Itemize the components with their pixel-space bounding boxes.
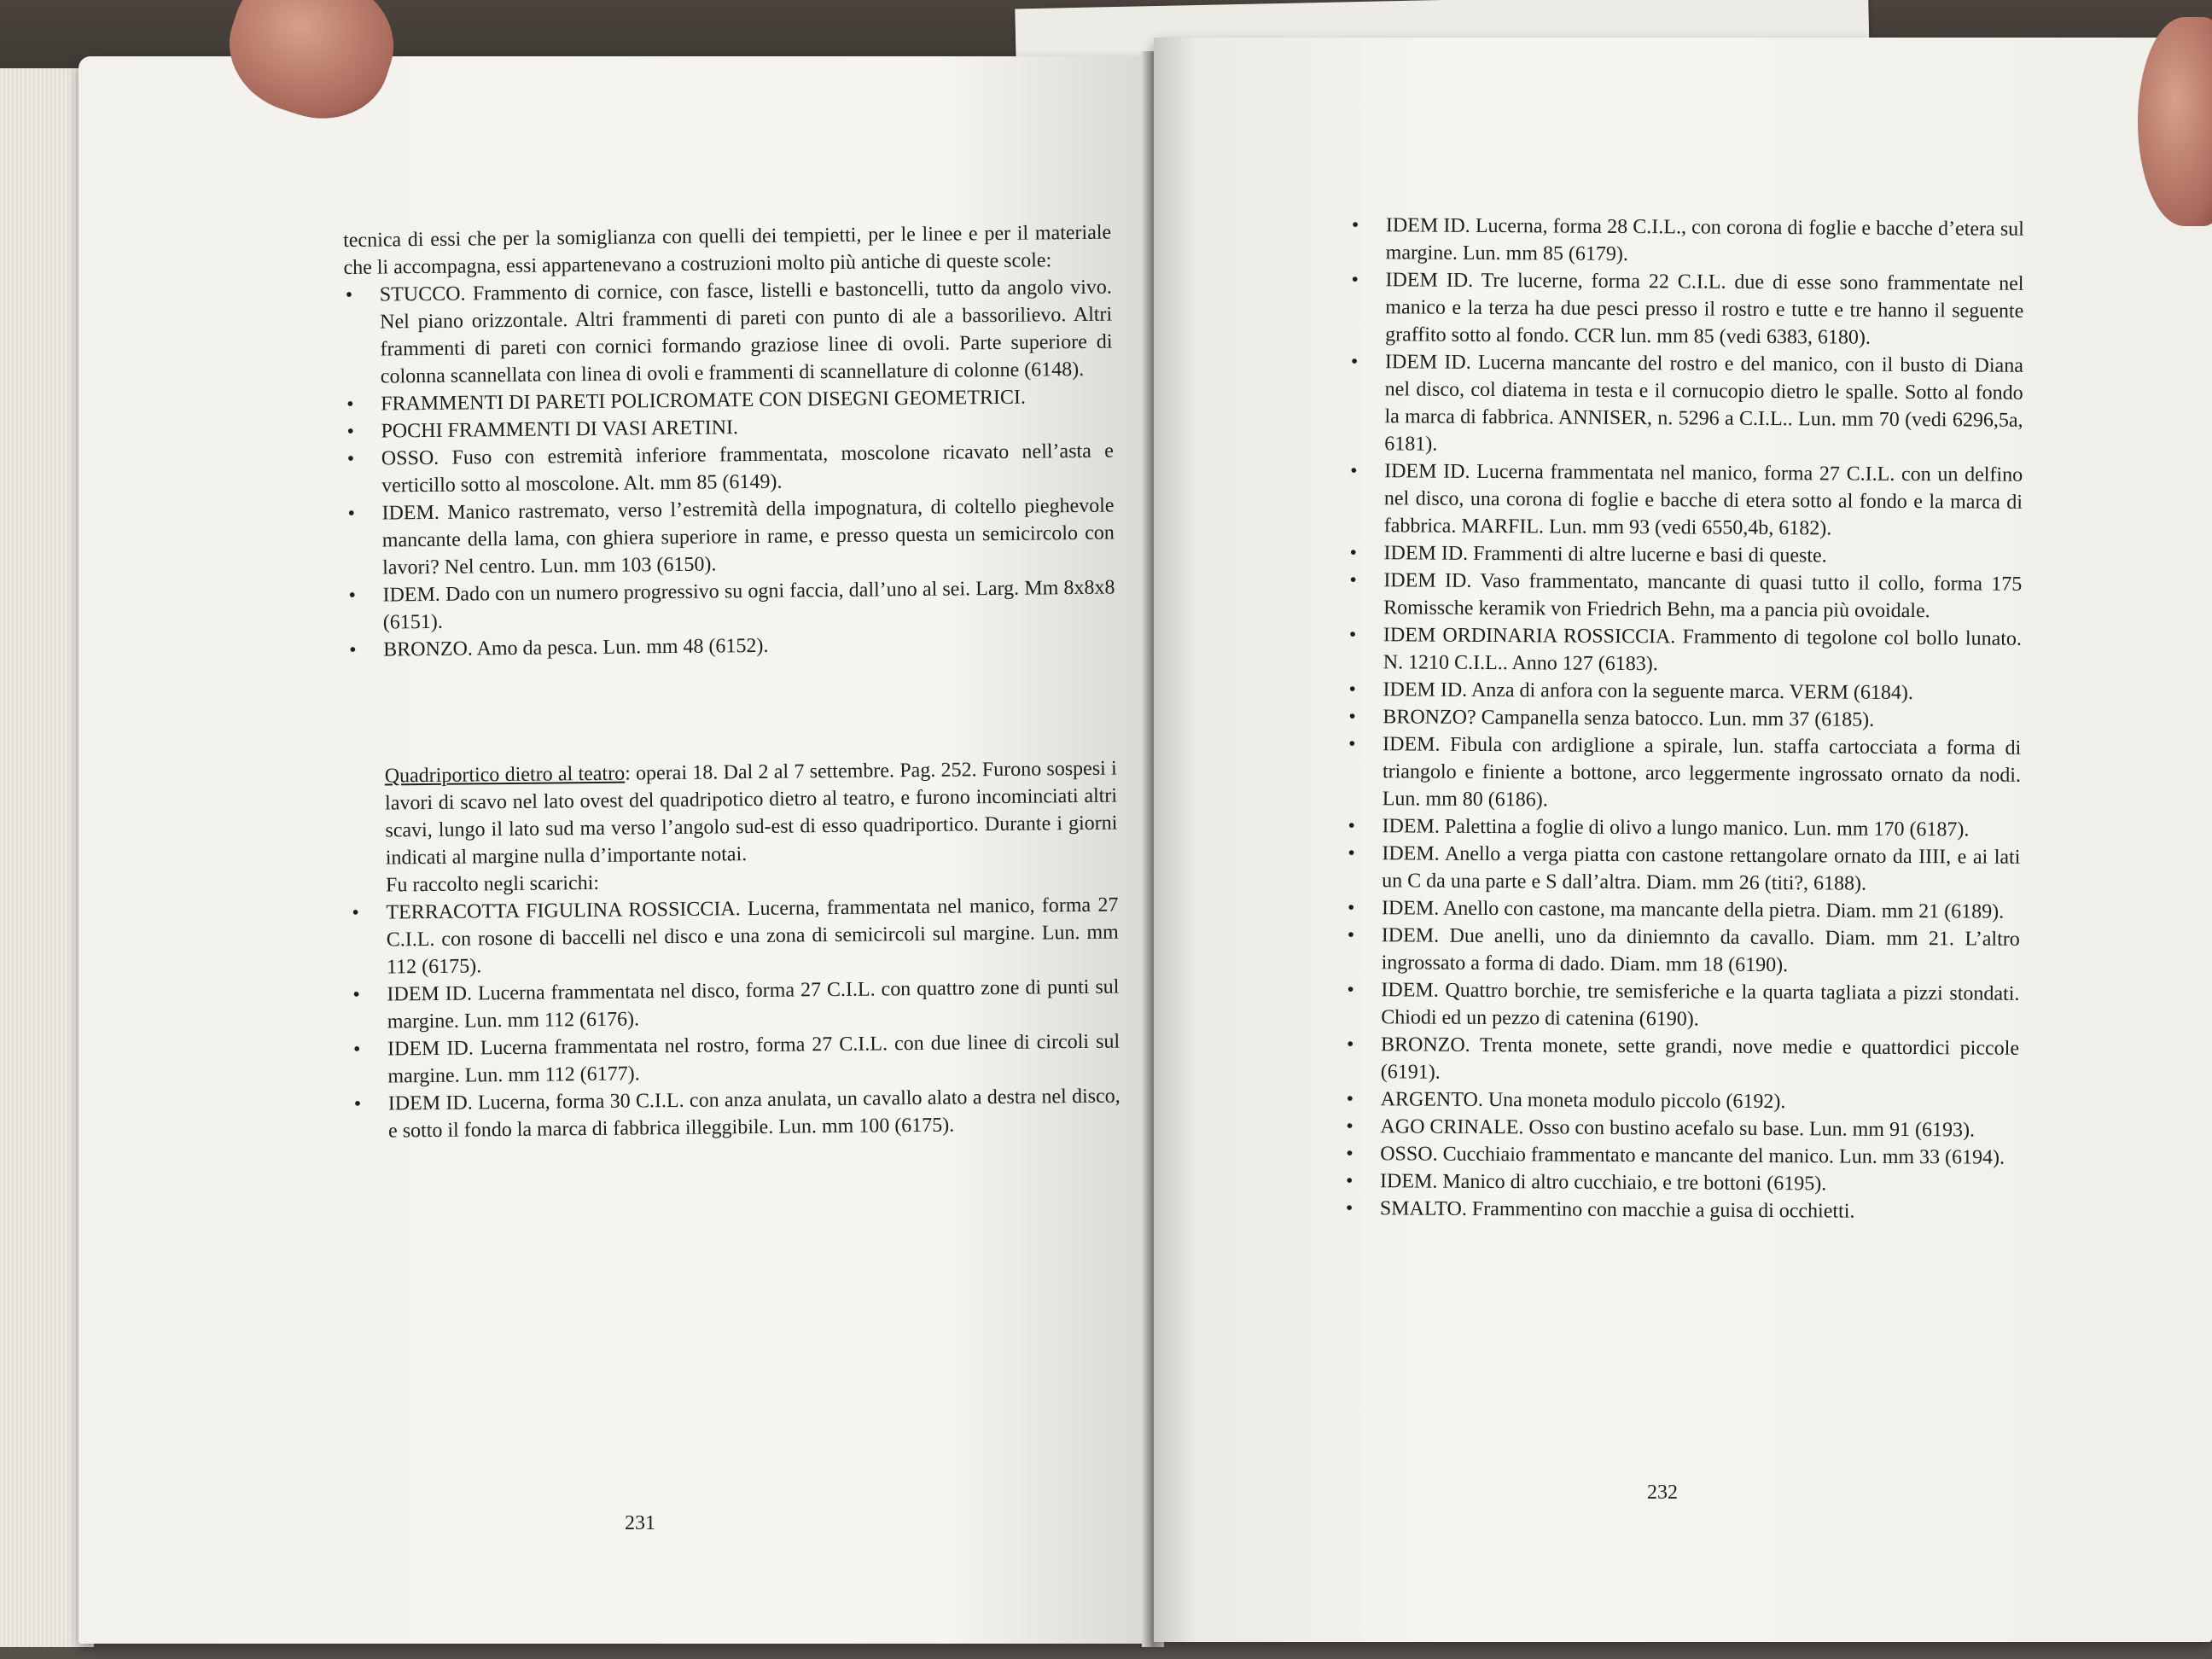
list-item: • TERRACOTTA FIGULINA ROSSICCIA. Lucerna, frammentata nel manico, forma 27 C.I.L. con rosone di baccelli nel disco e una zona di semicircoli sul margine. Lun. mm 112 (6175).	[350, 892, 1119, 981]
list-item: • IDEM. Manico di altro cucchiaio, e tre bottoni (6195).	[1344, 1167, 2018, 1199]
list-item: • IDEM ID. Frammenti di altre lucerne e basi di queste.	[1348, 539, 2022, 571]
list-item: • IDEM ID. Vaso frammentato, mancante di quasi tutto il collo, forma 175 Romissche keramik von Friedrich Behn, ma a pancia più ovoidale.	[1348, 567, 2022, 626]
list-item: • IDEM. Anello a verga piatta con castone rettangolare ornato da IIII, e ai lati un C da una parte e S dall’altra. Diam. mm 26 (titi?, 6188).	[1346, 840, 2020, 899]
list-item: • IDEM. Anello con castone, ma mancante della pietra. Diam. mm 21 (6189).	[1346, 894, 2020, 926]
section-paragraph	[349, 755, 1118, 872]
list-item: • POCHI FRAMMENTI DI VASI ARETINI.	[345, 410, 1113, 445]
list-item: • IDEM. Manico rastremato, verso l’estremità della impognatura, di coltello pieghevole mancante della lama, con ghiera superiore in rame, e presso questa un semicircolo con lavori? Nel centro. Lun. mm 103 (6150).	[346, 492, 1115, 582]
section-text: : operai 18. Dal 2 al 7 settembre. Pag. 252. Furono sospesi i lavori di scavo nel lato ovest del quadripotico dietro al teatro, e furono incominciati altri scavi, lungo il lato sud ma verso l’angolo sud-est di esso quadriportico. Durante i giorni indicati al margine nulla d’importante notai.	[384, 757, 1118, 870]
list-item: • ARGENTO. Una moneta modulo piccolo (6192).	[1345, 1086, 2019, 1117]
list-item: • IDEM. Due anelli, uno da diniemnto da cavallo. Diam. mm 21. L’altro ingrossato a forma di dado. Diam. mm 18 (6190).	[1346, 922, 2020, 981]
list-item: • IDEM ID. Tre lucerne, forma 22 C.I.L. due di esse sono frammentate nel manico e la terza ha due pesci presso il rostro e tutte e tre hanno il seguente graffito sotto al fondo. CCR lun. mm 85 (vedi 6383, 6180).	[1349, 266, 2024, 352]
list-item: • IDEM. Quattro borchie, tre semisferiche e la quarta tagliata a pizzi stondati. Chiodi ed un pezzo di catenina (6190).	[1345, 976, 2019, 1035]
right-page	[1154, 38, 2212, 1642]
list-item: • IDEM. Fibula con ardiglione a spirale, lun. staffa cartocciata a forma di triangolo e finiente a bottone, arco leggermente ingrossato ornato da nodi. Lun. mm 80 (6186).	[1347, 731, 2022, 817]
list-item: • SMALTO. Frammentino con macchie a guisa di occhietti.	[1344, 1195, 2018, 1226]
list-item: • IDEM ID. Lucerna mancante del rostro e del manico, con il busto di Diana nel disco, col diatema in testa e il cornucopio dietro le spalle. Sotto al fondo la marca di fabbrica. ANNISER, n. 5296 a C.I.L.. Lun. mm 70 (vedi 6296,5a, 6181).	[1348, 348, 2023, 462]
list-item: • BRONZO? Campanella senza batocco. Lun. mm 37 (6185).	[1347, 703, 2021, 735]
page-number-right: 232	[1647, 1481, 1678, 1504]
list-item: • IDEM ORDINARIA ROSSICCIA. Frammento di tegolone col bollo lunato. N. 1210 C.I.L.. Anno 127 (6183).	[1348, 621, 2022, 680]
list-item: • IDEM ID. Anza di anfora con la seguente marca. VERM (6184).	[1347, 676, 2021, 707]
list-item: • AGO CRINALE. Osso con bustino acefalo su base. Lun. mm 91 (6193).	[1344, 1113, 2018, 1144]
list-item: • IDEM. Palettina a foglie di olivo a lungo manico. Lun. mm 170 (6187).	[1347, 812, 2021, 844]
list-item: • OSSO. Cucchiaio frammentato e mancante del manico. Lun. mm 33 (6194).	[1344, 1140, 2018, 1172]
left-page	[79, 56, 1152, 1644]
list-item: • OSSO. Fuso con estremità inferiore frammentata, moscolone ricavato nell’asta e verticillo sotto al moscolone. Alt. mm 85 (6149).	[346, 438, 1115, 500]
intro-paragraph: tecnica di essi che per la somiglianza con quelli dei tempietti, per le linee e per il materiale che li accompagna, essi appartenevano a costruzioni molto più antiche di queste scole:	[343, 221, 1112, 279]
finds-list-b	[350, 892, 1121, 1145]
list-item: • IDEM ID. Lucerna, forma 30 C.I.L. con anza anulata, un cavallo alato a destra nel disco, e sotto il fondo la marca di fabbrica illeggibile. Lun. mm 100 (6175).	[352, 1083, 1121, 1145]
list-item: • IDEM ID. Lucerna frammentata nel rostro, forma 27 C.I.L. con due linee di circoli sul margine. Lun. mm 112 (6177).	[352, 1028, 1121, 1091]
list-item: • IDEM ID. Lucerna frammentata nel disco, forma 27 C.I.L. con quattro zone di punti sul margine. Lun. mm 112 (6176).	[351, 974, 1120, 1036]
list-item: • IDEM. Dado con un numero progressivo su ogni faccia, dall’uno al sei. Larg. Mm 8x8x8 (6151).	[346, 574, 1115, 637]
list-item: • BRONZO. Trenta monete, sette grandi, nove medie e quattordici piccole (6191).	[1345, 1031, 2019, 1090]
collected-label: Fu raccolto negli scarichi:	[385, 871, 600, 897]
left-page-text	[343, 219, 1121, 1145]
list-item: • IDEM ID. Lucerna, forma 28 C.I.L., con corona di foglie e bacche d’etera sul margine. Lun. mm 85 (6179).	[1350, 212, 2024, 271]
page-number-left: 231	[625, 1512, 655, 1534]
list-item: • BRONZO. Amo da pesca. Lun. mm 48 (6152).	[347, 629, 1115, 664]
finds-list-a	[344, 274, 1116, 664]
finds-list-c	[1344, 212, 2024, 1226]
list-item: • STUCCO. Frammento di cornice, con fasce, listelli e bastoncelli, tutto da angolo vivo. Nel piano orizzontale. Altri frammenti di pareti con punto di ale a bassorilievo. Altri frammenti di pareti con cornici formando graziose linee di ovoli. Parte superiore di colonna scannellata con linea di ovoli e frammenti di scannellature di colonne (6148).	[344, 274, 1113, 391]
list-item: • FRAMMENTI DI PARETI POLICROMATE CON DISEGNI GEOMETRICI.	[345, 383, 1113, 418]
list-item: • IDEM ID. Lucerna frammentata nel manico, forma 27 C.I.L. con un delfino nel disco, una corona di foglie e bacche di etera sotto al fondo e la marca di fabbrica. MARFIL. Lun. mm 93 (vedi 6550,4b, 6182).	[1348, 457, 2023, 544]
section-quadriportico	[349, 755, 1121, 1145]
right-page-text	[1344, 212, 2024, 1226]
section-heading: Quadriportico dietro al teatro	[384, 762, 626, 788]
